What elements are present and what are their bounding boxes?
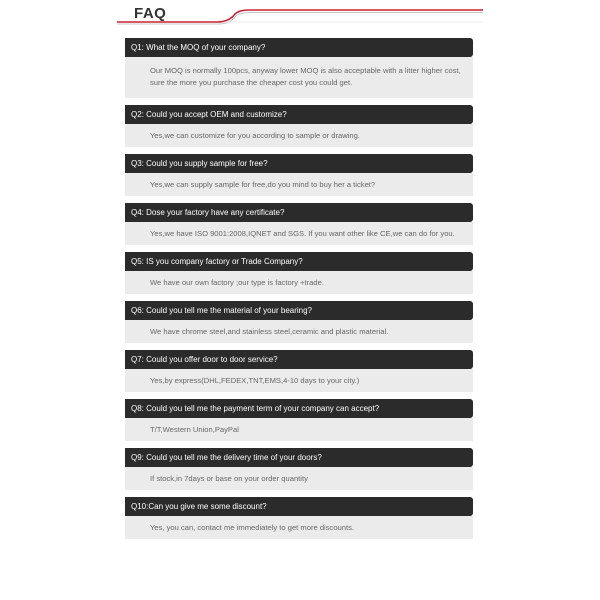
question-number: Q4: (131, 208, 144, 217)
faq-item-4 (125, 203, 473, 245)
faq-item-2 (125, 105, 473, 147)
question-text: Could you supply sample for free? (146, 159, 268, 168)
question-bar (125, 448, 473, 467)
question-number: Q6: (131, 306, 144, 315)
answer-text: Yes,by express(DHL,FEDEX,TNT,EMS,4-10 days to your city.) (125, 369, 473, 392)
answer-text: Our MOQ is normally 100pcs, anyway lower MOQ is also acceptable with a litter higher cost, sure the more you purchase the cheaper cost you could get. (125, 57, 473, 98)
answer-text: Yes,we can customize for you according to sample or drawing. (125, 124, 473, 147)
question-text: Could you offer door to door service? (146, 355, 278, 364)
answer-text: Yes,we have ISO 9001:2008,IQNET and SGS. If you want other like CE,we can do for you. (125, 222, 473, 245)
faq-item-1 (125, 38, 473, 98)
question-bar (125, 203, 473, 222)
answer-text: T/T,Western Union,PayPal (125, 418, 473, 441)
answer-text: Yes, you can, contact me immediately to get more discounts. (125, 516, 473, 539)
question-number: Q8: (131, 404, 144, 413)
question-text: What the MOQ of your company? (146, 43, 266, 52)
question-bar (125, 252, 473, 271)
faq-item-5 (125, 252, 473, 294)
question-bar (125, 154, 473, 173)
question-text: Can you give me some discount? (148, 502, 267, 511)
header-decoration (117, 0, 483, 30)
faq-item-7 (125, 350, 473, 392)
answer-text: If stock,in 7days or base on your order quantity (125, 467, 473, 490)
question-bar (125, 38, 473, 57)
question-number: Q9: (131, 453, 144, 462)
question-number: Q3: (131, 159, 144, 168)
question-bar (125, 301, 473, 320)
faq-item-10 (125, 497, 473, 539)
faq-item-3 (125, 154, 473, 196)
question-text: IS you company factory or Trade Company? (146, 257, 303, 266)
question-number: Q7: (131, 355, 144, 364)
question-text: Could you tell me the material of your bearing? (146, 306, 313, 315)
question-number: Q2: (131, 110, 144, 119)
question-bar (125, 105, 473, 124)
faq-item-8 (125, 399, 473, 441)
answer-text: We have chrome steel,and stainless steel,ceramic and plastic material. (125, 320, 473, 343)
faq-item-6 (125, 301, 473, 343)
page-title: FAQ (134, 5, 167, 22)
question-bar (125, 497, 473, 516)
question-text: Could you accept OEM and customize? (146, 110, 287, 119)
question-bar (125, 399, 473, 418)
question-text: Could you tell me the payment term of your company can accept? (146, 404, 380, 413)
faq-list (125, 38, 473, 546)
faq-item-9 (125, 448, 473, 490)
question-bar (125, 350, 473, 369)
question-number: Q10: (131, 502, 149, 511)
question-number: Q5: (131, 257, 144, 266)
faq-header (117, 0, 483, 30)
question-text: Could you tell me the delivery time of your doors? (146, 453, 322, 462)
question-number: Q1: (131, 43, 144, 52)
answer-text: We have our own factory ;our type is factory +trade. (125, 271, 473, 294)
question-text: Dose your factory have any certificate? (146, 208, 285, 217)
answer-text: Yes,we can supply sample for free,do you mind to buy her a ticket? (125, 173, 473, 196)
